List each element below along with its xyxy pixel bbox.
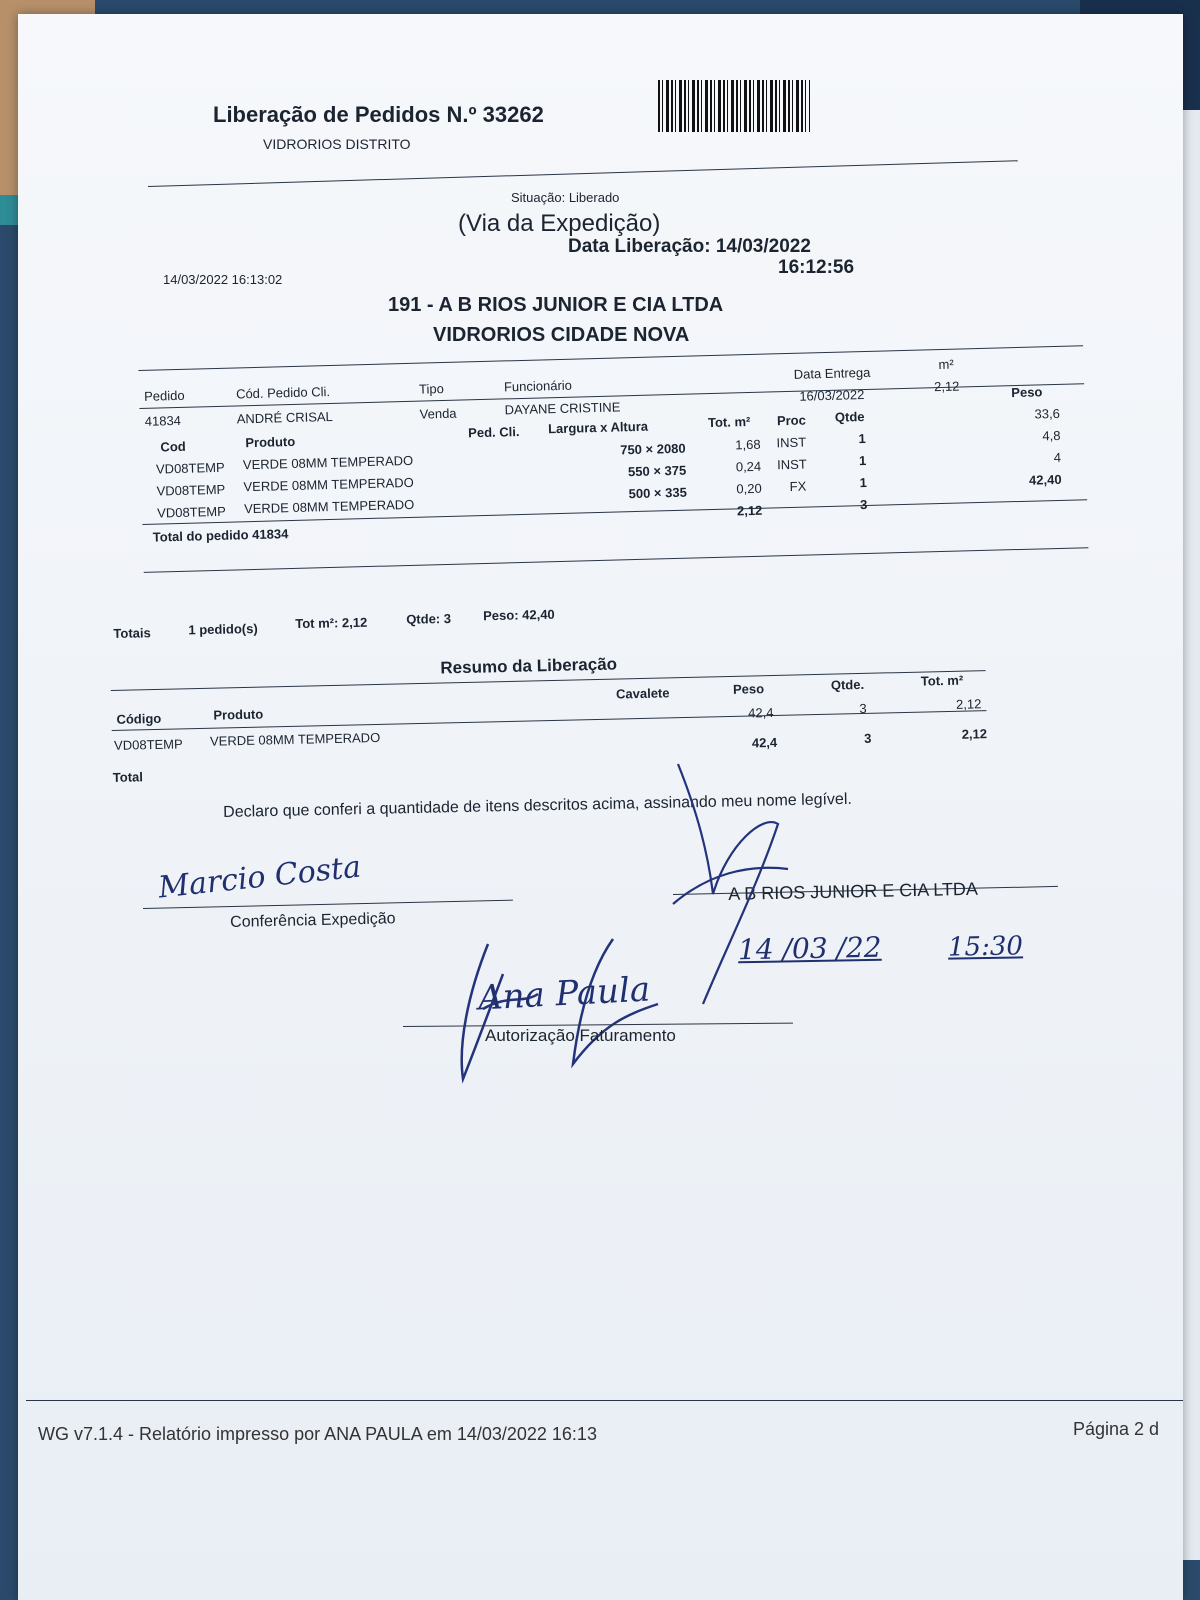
item-tot-m2: 0,24 (735, 458, 762, 475)
summary-table (110, 634, 1003, 794)
summary-col-produto: Produto (213, 706, 264, 723)
col-qtde: Qtde (834, 409, 865, 425)
order-employee: DAYANE CRISTINE (504, 399, 621, 418)
item-peso: 33,6 (1034, 405, 1061, 422)
totals-line (113, 599, 713, 642)
print-datetime: 14/03/2022 16:13:02 (163, 272, 283, 287)
item-peso: 4,8 (1042, 427, 1061, 444)
client-branch: VIDRORIOS CIDADE NOVA (433, 324, 690, 346)
client-signature-label: A B RIOS JUNIOR E CIA LTDA (728, 878, 979, 904)
col-produto: Produto (245, 433, 296, 451)
order-m2: 2,12 (933, 378, 960, 395)
autorizacao-signature: Ana Paula (477, 969, 652, 1019)
client-signature-scribble (668, 754, 808, 1014)
item-produto: VERDE 08MM TEMPERADO (243, 496, 415, 517)
footer-rule (26, 1400, 1183, 1401)
summary-codigo: VD08TEMP (113, 736, 183, 753)
summary-col-codigo: Código (116, 710, 162, 727)
item-proc: INST (776, 434, 807, 451)
document-page (18, 14, 1183, 1600)
order-total-label: Total do pedido 41834 (152, 526, 289, 545)
col-largura-altura: Largura x Altura (547, 418, 649, 437)
col-funcionario: Funcionário (503, 377, 573, 395)
item-qtde: 1 (859, 474, 868, 491)
page-number: Página 2 d (1073, 1419, 1160, 1439)
barcode (658, 80, 810, 132)
summary-total-label: Total (112, 769, 144, 785)
item-peso: 4 (1053, 449, 1062, 466)
summary-peso: 42,4 (748, 704, 774, 721)
item-tot-m2: 0,20 (736, 480, 762, 497)
summary-col-qtde: Qtde. (830, 676, 865, 693)
item-dims: 550 × 375 (627, 462, 687, 480)
release-time: 16:12:56 (778, 257, 855, 278)
summary-col-peso: Peso (732, 681, 765, 697)
order-number: 41834 (144, 412, 182, 429)
col-m2: m² (938, 356, 954, 373)
item-cod: VD08TEMP (156, 503, 226, 521)
summary-total-qtde: 3 (863, 730, 872, 746)
order-total-peso: 42,40 (1028, 471, 1062, 488)
summary-total-tot-m2: 2,12 (961, 726, 988, 742)
release-date: Data Liberação: 14/03/2022 (568, 236, 811, 257)
item-tot-m2: 1,68 (735, 436, 761, 453)
item-proc: FX (789, 478, 807, 494)
totals-label: Totais (113, 625, 151, 641)
col-ped-cli: Ped. Cli. (467, 424, 520, 441)
summary-title: Resumo da Liberação (440, 654, 618, 678)
order-table (138, 329, 1089, 594)
col-tipo: Tipo (418, 381, 445, 397)
document-title: Liberação de Pedidos N.º 33262 (213, 102, 544, 127)
col-cod: Cod (160, 438, 186, 455)
order-total-qtde: 3 (859, 496, 868, 513)
company-name: VIDRORIOS DISTRITO (263, 136, 411, 152)
header-divider (148, 160, 1018, 187)
order-delivery-date: 16/03/2022 (799, 387, 865, 404)
order-type: Venda (419, 405, 457, 422)
item-produto: VERDE 08MM TEMPERADO (243, 474, 414, 495)
col-cod-pedido-cli: Cód. Pedido Cli. (235, 383, 331, 402)
order-bottom-rule (144, 547, 1089, 573)
summary-total-peso: 42,4 (751, 734, 778, 751)
item-dims: 750 × 2080 (620, 440, 686, 458)
col-proc: Proc (776, 412, 807, 429)
item-produto: VERDE 08MM TEMPERADO (242, 452, 414, 473)
autorizacao-signature-scribble (428, 934, 688, 1104)
order-total-m2: 2,12 (736, 502, 763, 519)
conferencia-signature: Marcio Costa (156, 849, 363, 906)
totals-m2: Tot m²: 2,12 (295, 614, 368, 632)
copy-type: (Via da Expedição) (458, 210, 661, 237)
item-qtde: 1 (858, 430, 866, 447)
conferencia-label: Conferência Expedição (230, 910, 396, 931)
summary-qtde: 3 (859, 700, 867, 717)
declaration-text: Declaro que conferi a quantidade de itens descritos acima, assinando meu nome legível. (223, 790, 853, 821)
col-data-entrega: Data Entrega (793, 364, 871, 382)
summary-col-cavalete: Cavalete (615, 685, 670, 702)
col-pedido: Pedido (143, 387, 185, 404)
summary-produto: VERDE 08MM TEMPERADO (209, 729, 381, 749)
client-signature-time: 15:30 (947, 931, 1024, 963)
item-cod: VD08TEMP (156, 481, 226, 499)
totals-peso: Peso: 42,40 (483, 606, 555, 624)
totals-orders: 1 pedido(s) (188, 620, 258, 638)
item-dims: 500 × 335 (628, 484, 688, 502)
col-peso: Peso (1011, 384, 1043, 401)
order-client-code: ANDRÉ CRISAL (236, 408, 333, 427)
item-proc: INST (776, 456, 807, 473)
summary-tot-m2: 2,12 (955, 696, 982, 712)
item-qtde: 1 (858, 452, 867, 469)
client-signature-date: 14 /03 /22 (737, 930, 882, 967)
item-cod: VD08TEMP (155, 459, 225, 477)
status-text: Situação: Liberado (511, 190, 620, 205)
totals-qtde: Qtde: 3 (406, 610, 452, 627)
autorizacao-label: Autorização Faturamento (485, 1026, 676, 1045)
client-name: 191 - A B RIOS JUNIOR E CIA LTDA (388, 294, 724, 316)
col-tot-m2: Tot. m² (707, 413, 751, 431)
summary-col-tot-m2: Tot. m² (920, 672, 964, 689)
footer-printed-by: WG v7.1.4 - Relatório impresso por ANA PAULA em 14/03/2022 16:13 (38, 1424, 597, 1444)
